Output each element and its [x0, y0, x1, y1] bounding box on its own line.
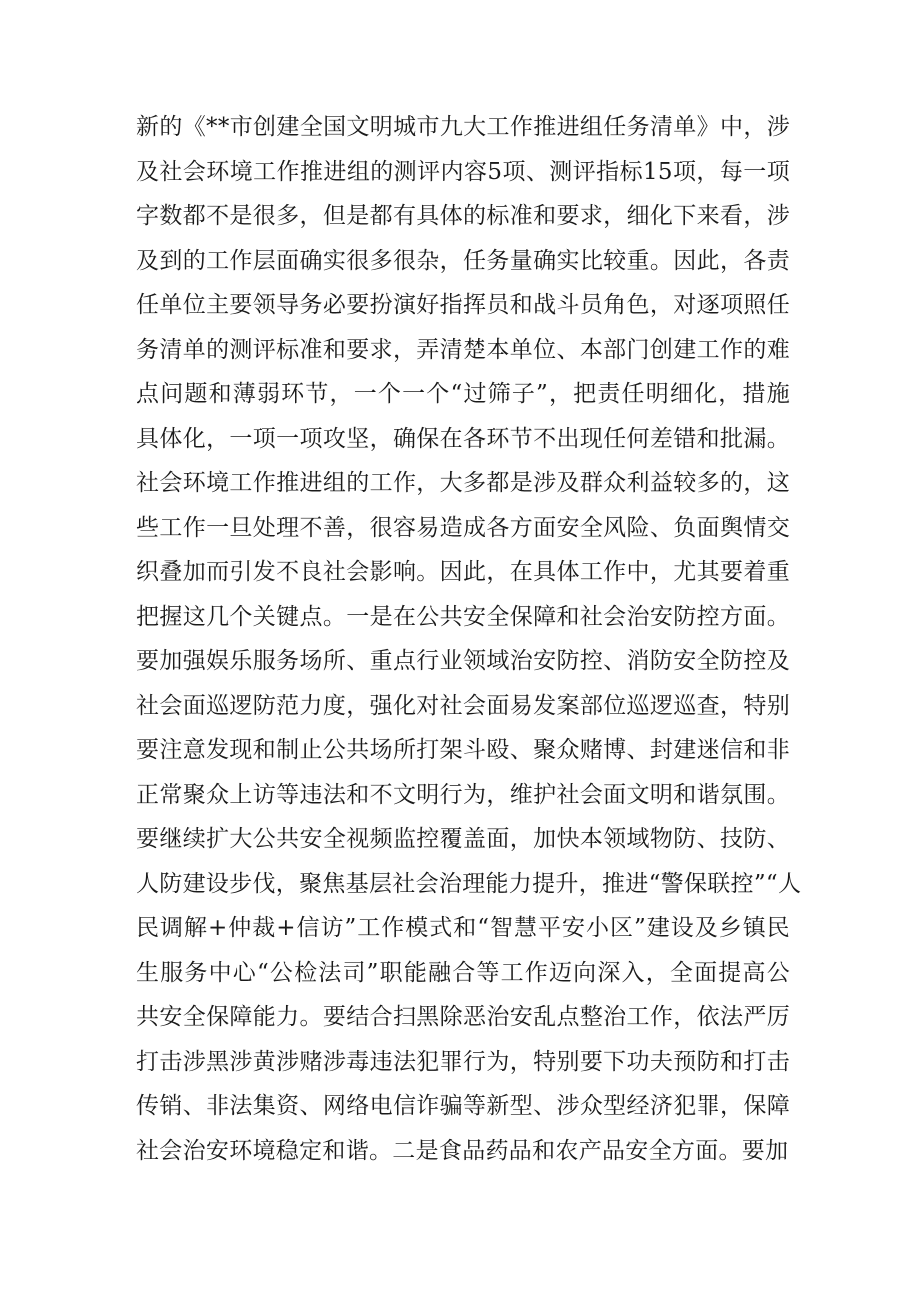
- text-line: 社会环境工作推进组的工作，大多都是涉及群众利益较多的，这: [136, 470, 790, 496]
- text-line: 新的《**市创建全国文明城市九大工作推进组任务清单》中，涉: [136, 114, 790, 140]
- text-line: 具体化，一项一项攻坚，确保在各环节不出现任何差错和批漏。: [136, 425, 790, 452]
- text-line: 织叠加而引发不良社会影响。因此，在具体工作中，尤其要着重: [136, 559, 790, 585]
- body-text: [136, 105, 802, 1173]
- text-line: 点问题和薄弱环节，一个一个“过筛子”，把责任明细化，措施: [136, 381, 790, 407]
- text-line: 及到的工作层面确实很多很杂，任务量确实比较重。因此，各责: [136, 247, 790, 274]
- text-line: 要注意发现和制止公共场所打架斗殴、聚众赌博、封建迷信和非: [136, 737, 790, 763]
- text-line: 些工作一旦处理不善，很容易造成各方面安全风险、负面舆情交: [136, 514, 790, 541]
- text-line: 把握这几个关键点。一是在公共安全保障和社会治安防控方面。: [136, 603, 790, 630]
- text-line: 社会治安环境稳定和谐。二是食品药品和农产品安全方面。要加: [136, 1137, 789, 1164]
- text-line: 人防建设步伐，聚焦基层社会治理能力提升，推进“警保联控”“人: [136, 870, 802, 897]
- text-line: 任单位主要领导务必要扮演好指挥员和战斗员角色，对逐项照任: [136, 292, 790, 318]
- text-line: 民调解+仲裁+信访”工作模式和“智慧平安小区”建设及乡镇民: [136, 915, 790, 941]
- text-line: 务清单的测评标准和要求，弄清楚本单位、本部门创建工作的难: [136, 336, 790, 363]
- text-line: 传销、非法集资、网络电信诈骗等新型、涉众型经济犯罪，保障: [136, 1093, 790, 1119]
- text-line: 生服务中心“公检法司”职能融合等工作迈向深入，全面提高公: [136, 959, 790, 986]
- text-line: 要继续扩大公共安全视频监控覆盖面，加快本领域物防、技防、: [136, 826, 790, 852]
- text-line: 共安全保障能力。要结合扫黑除恶治安乱点整治工作，依法严厉: [136, 1004, 790, 1030]
- text-line: 要加强娱乐服务场所、重点行业领域治安防控、消防安全防控及: [136, 648, 790, 674]
- text-line: 及社会环境工作推进组的测评内容5项、测评指标15项，每一项: [136, 158, 790, 185]
- text-line: 字数都不是很多，但是都有具体的标准和要求，细化下来看，涉: [136, 203, 790, 229]
- text-line: 社会面巡逻防范力度，强化对社会面易发案部位巡逻巡查，特别: [136, 692, 790, 719]
- text-line: 正常聚众上访等违法和不文明行为，维护社会面文明和谐氛围。: [136, 781, 790, 808]
- text-line: 打击涉黑涉黄涉赌涉毒违法犯罪行为，特别要下功夫预防和打击: [136, 1048, 790, 1075]
